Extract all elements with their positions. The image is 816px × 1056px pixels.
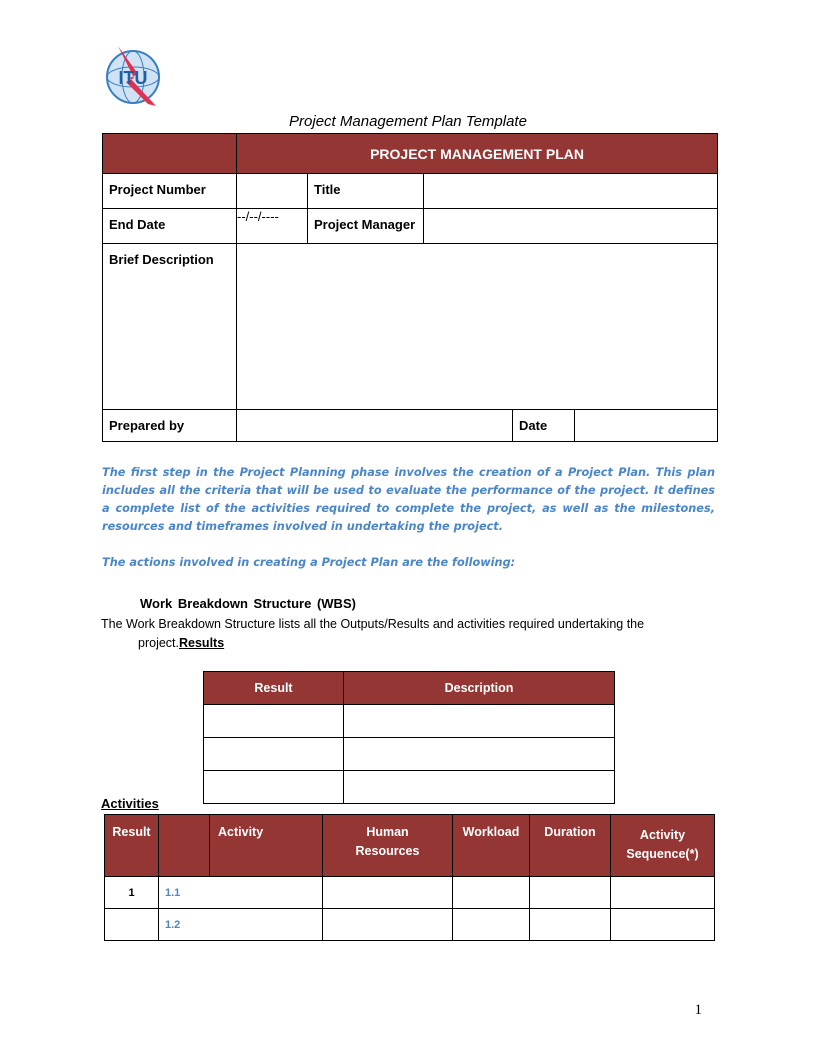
project-number-field[interactable] bbox=[237, 174, 308, 209]
prepared-by-field[interactable] bbox=[237, 410, 513, 442]
activity-hr-cell[interactable] bbox=[323, 877, 453, 909]
logo-text: ITU bbox=[118, 68, 148, 88]
wbs-text-line2 bbox=[101, 634, 691, 653]
project-manager-field[interactable] bbox=[424, 209, 718, 244]
activities-table bbox=[104, 814, 715, 941]
wbs-text-line1: The Work Breakdown Structure lists all the Outputs/Results and activities required undertaking the bbox=[101, 617, 645, 631]
date-field[interactable] bbox=[575, 410, 718, 442]
activity-workload-cell[interactable] bbox=[453, 877, 530, 909]
activities-header-sequence bbox=[611, 815, 715, 877]
results-cell[interactable] bbox=[344, 771, 615, 804]
seq-line2: Sequence(*) bbox=[626, 847, 699, 861]
activities-header-number bbox=[159, 815, 210, 877]
itu-logo bbox=[104, 44, 164, 110]
activity-result-cell[interactable]: 1 bbox=[105, 877, 159, 909]
intro-paragraph: The first step in the Project Planning phase involves the creation of a Project Plan. This plan includes all the criteria that will be used to evaluate the performance of the project. It defines a complete list of the activities required to complete the project, as well as the milestones, resources and timeframes involved in undertaking the project. bbox=[102, 466, 715, 533]
plan-header-blank bbox=[103, 134, 237, 174]
brief-description-label: Brief Description bbox=[103, 244, 237, 410]
results-cell[interactable] bbox=[204, 771, 344, 804]
results-cell[interactable] bbox=[344, 738, 615, 771]
project-plan-table bbox=[102, 133, 718, 442]
activity-duration-cell[interactable] bbox=[530, 877, 611, 909]
results-heading: Results bbox=[179, 636, 225, 650]
results-cell[interactable] bbox=[204, 705, 344, 738]
activity-sequence-cell[interactable] bbox=[611, 877, 715, 909]
wbs-heading: Work Breakdown Structure (WBS) bbox=[140, 596, 356, 611]
hr-line2: Resources bbox=[355, 844, 420, 858]
project-manager-label: Project Manager bbox=[308, 209, 424, 244]
activities-header-human-resources bbox=[323, 815, 453, 877]
hr-line1: Human bbox=[366, 825, 409, 839]
prepared-by-label: Prepared by bbox=[103, 410, 237, 442]
brief-description-field[interactable] bbox=[237, 244, 718, 410]
activity-duration-cell[interactable] bbox=[530, 909, 611, 941]
end-date-label: End Date bbox=[103, 209, 237, 244]
seq-line1: Activity bbox=[639, 828, 686, 842]
results-table bbox=[203, 671, 615, 804]
activity-workload-cell[interactable] bbox=[453, 909, 530, 941]
wbs-description bbox=[101, 615, 691, 653]
activities-header-workload: Workload bbox=[453, 815, 530, 877]
results-header-result: Result bbox=[204, 672, 344, 705]
activities-header-result: Result bbox=[105, 815, 159, 877]
title-label: Title bbox=[308, 174, 424, 209]
actions-paragraph: The actions involved in creating a Project Plan are the following: bbox=[102, 556, 516, 569]
page-number: 1 bbox=[694, 1002, 702, 1018]
wbs-text-project: project. bbox=[138, 636, 179, 650]
title-field[interactable] bbox=[424, 174, 718, 209]
activities-header-duration: Duration bbox=[530, 815, 611, 877]
activity-number-cell[interactable]: 1.2 bbox=[159, 909, 323, 941]
results-cell[interactable] bbox=[204, 738, 344, 771]
activity-result-cell[interactable] bbox=[105, 909, 159, 941]
results-cell[interactable] bbox=[344, 705, 615, 738]
document-title: Project Management Plan Template bbox=[289, 113, 527, 130]
project-number-label: Project Number bbox=[103, 174, 237, 209]
results-header-description: Description bbox=[344, 672, 615, 705]
activity-hr-cell[interactable] bbox=[323, 909, 453, 941]
activities-header-activity: Activity bbox=[210, 815, 323, 877]
date-label: Date bbox=[513, 410, 575, 442]
activity-number-cell[interactable]: 1.1 bbox=[159, 877, 323, 909]
activity-sequence-cell[interactable] bbox=[611, 909, 715, 941]
plan-header: PROJECT MANAGEMENT PLAN bbox=[237, 134, 718, 174]
end-date-field[interactable]: --/--/---- bbox=[237, 209, 308, 244]
activities-heading: Activities bbox=[101, 796, 159, 811]
